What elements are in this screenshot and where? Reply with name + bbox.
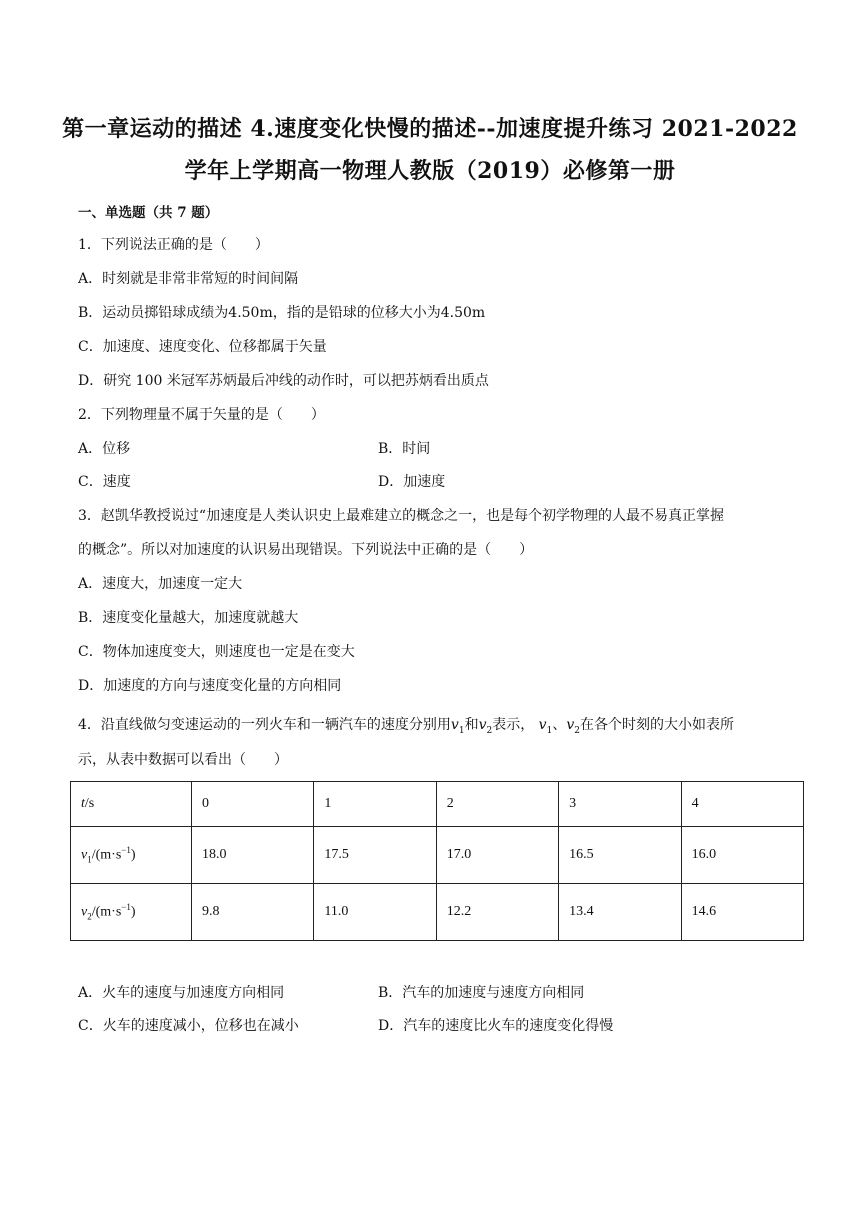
question-3-option-d: D．加速度的方向与速度变化量的方向相同: [78, 678, 342, 694]
v2-subscript: 2: [486, 725, 493, 736]
question-4-stem-line-2: 示，从表中数据可以看出（ ）: [78, 752, 288, 768]
table-row-v2: [71, 884, 804, 941]
question-4-stem-text-b: 表示，: [492, 717, 535, 733]
row-header-time: [71, 782, 192, 827]
question-3-option-a: A．速度大，加速度一定大: [78, 576, 243, 592]
table-row-v1: [71, 827, 804, 884]
question-3-option-c: C．物体加速度变大，则速度也一定是在变大: [78, 644, 355, 660]
table-cell: 17.0: [436, 827, 558, 884]
question-3-stem-line-1: 3．赵凯华教授说过“加速度是人类认识史上最难建立的概念之一，也是每个初学物理的人最不易真正掌握: [78, 508, 725, 524]
time-symbol: t: [81, 796, 85, 811]
question-4-stem-line-1: [78, 715, 734, 741]
row-header-v1: [71, 827, 192, 884]
row-header-v2: [71, 884, 192, 941]
v2-symbol-repeat: v: [566, 717, 575, 733]
table-row-time: [71, 782, 804, 827]
table-cell: 18.0: [192, 827, 314, 884]
v1-subscript-repeat: 1: [546, 725, 553, 736]
table-cell: 9.8: [192, 884, 314, 941]
v2-subscript-repeat: 2: [574, 725, 580, 736]
table-cell: 1: [314, 782, 436, 827]
question-1-option-b: B．运动员掷铅球成绩为4.50m，指的是铅球的位移大小为4.50m: [78, 305, 486, 321]
v2-symbol: v: [478, 717, 487, 733]
v1-unit-close: ): [130, 847, 136, 863]
question-4-stem-text-c: 在各个时刻的大小如表所: [579, 717, 734, 733]
question-1-stem: 1．下列说法正确的是（ ）: [78, 237, 269, 253]
table-cell: 11.0: [314, 884, 436, 941]
v2-header-symbol: v: [81, 904, 88, 920]
section-heading: 一、单选题（共 7 题）: [78, 205, 219, 221]
v1-symbol: v: [450, 717, 459, 733]
table-cell: 2: [436, 782, 558, 827]
v2-unit-exponent: −1: [121, 902, 131, 913]
table-cell: 3: [559, 782, 681, 827]
document-title-line-2: 学年上学期高一物理人教版（2019）必修第一册: [184, 158, 676, 184]
table-cell: 13.4: [559, 884, 681, 941]
table-cell: 17.5: [314, 827, 436, 884]
v1-subscript: 1: [458, 725, 465, 736]
v1-unit: /(m·s: [91, 847, 122, 863]
question-3-stem-line-2: 的概念”。所以对加速度的认识易出现错误。下列说法中正确的是（ ）: [78, 542, 534, 558]
question-1-option-c: C．加速度、速度变化、位移都属于矢量: [78, 339, 327, 355]
question-2-stem: 2．下列物理量不属于矢量的是（ ）: [78, 407, 325, 423]
question-4-option-b: B．汽车的加速度与速度方向相同: [378, 985, 585, 1001]
and-word: 和: [464, 717, 479, 733]
v1-header-subscript: 1: [87, 854, 92, 865]
question-2-option-b: B．时间: [378, 441, 431, 457]
table-cell: 4: [681, 782, 803, 827]
v1-symbol-repeat: v: [538, 717, 547, 733]
table-cell: 14.6: [681, 884, 803, 941]
v1-unit-exponent: −1: [121, 845, 131, 856]
question-1-option-a: A．时刻就是非常非常短的时间间隔: [78, 271, 299, 287]
question-2-option-a: A．位移: [78, 441, 131, 457]
time-unit: /s: [84, 796, 95, 811]
question-2-option-d: D．加速度: [378, 474, 446, 490]
table-cell: 12.2: [436, 884, 558, 941]
v2-header-subscript: 2: [87, 911, 92, 922]
velocity-table: [70, 781, 804, 941]
question-4-stem-text-a: 4．沿直线做匀变速运动的一列火车和一辆汽车的速度分别用: [78, 717, 451, 733]
table-cell: 0: [192, 782, 314, 827]
document-title-line-1: 第一章运动的描述 4.速度变化快慢的描述--加速度提升练习 2021-2022: [62, 116, 798, 142]
v1-header-symbol: v: [81, 847, 88, 863]
question-2-option-c: C．速度: [78, 474, 131, 490]
table-cell: 16.0: [681, 827, 803, 884]
v2-unit-close: ): [130, 904, 136, 920]
question-4-option-c: C．火车的速度减小，位移也在减小: [78, 1018, 299, 1034]
table-cell: 16.5: [559, 827, 681, 884]
v2-unit: /(m·s: [91, 904, 122, 920]
question-4-option-a: A．火车的速度与加速度方向相同: [78, 985, 285, 1001]
question-1-option-d: D．研究 100 米冠军苏炳最后冲线的动作时，可以把苏炳看出质点: [78, 373, 489, 389]
question-3-option-b: B．速度变化量越大，加速度就越大: [78, 610, 299, 626]
separator: 、: [552, 717, 567, 733]
question-4-option-d: D．汽车的速度比火车的速度变化得慢: [378, 1018, 614, 1034]
